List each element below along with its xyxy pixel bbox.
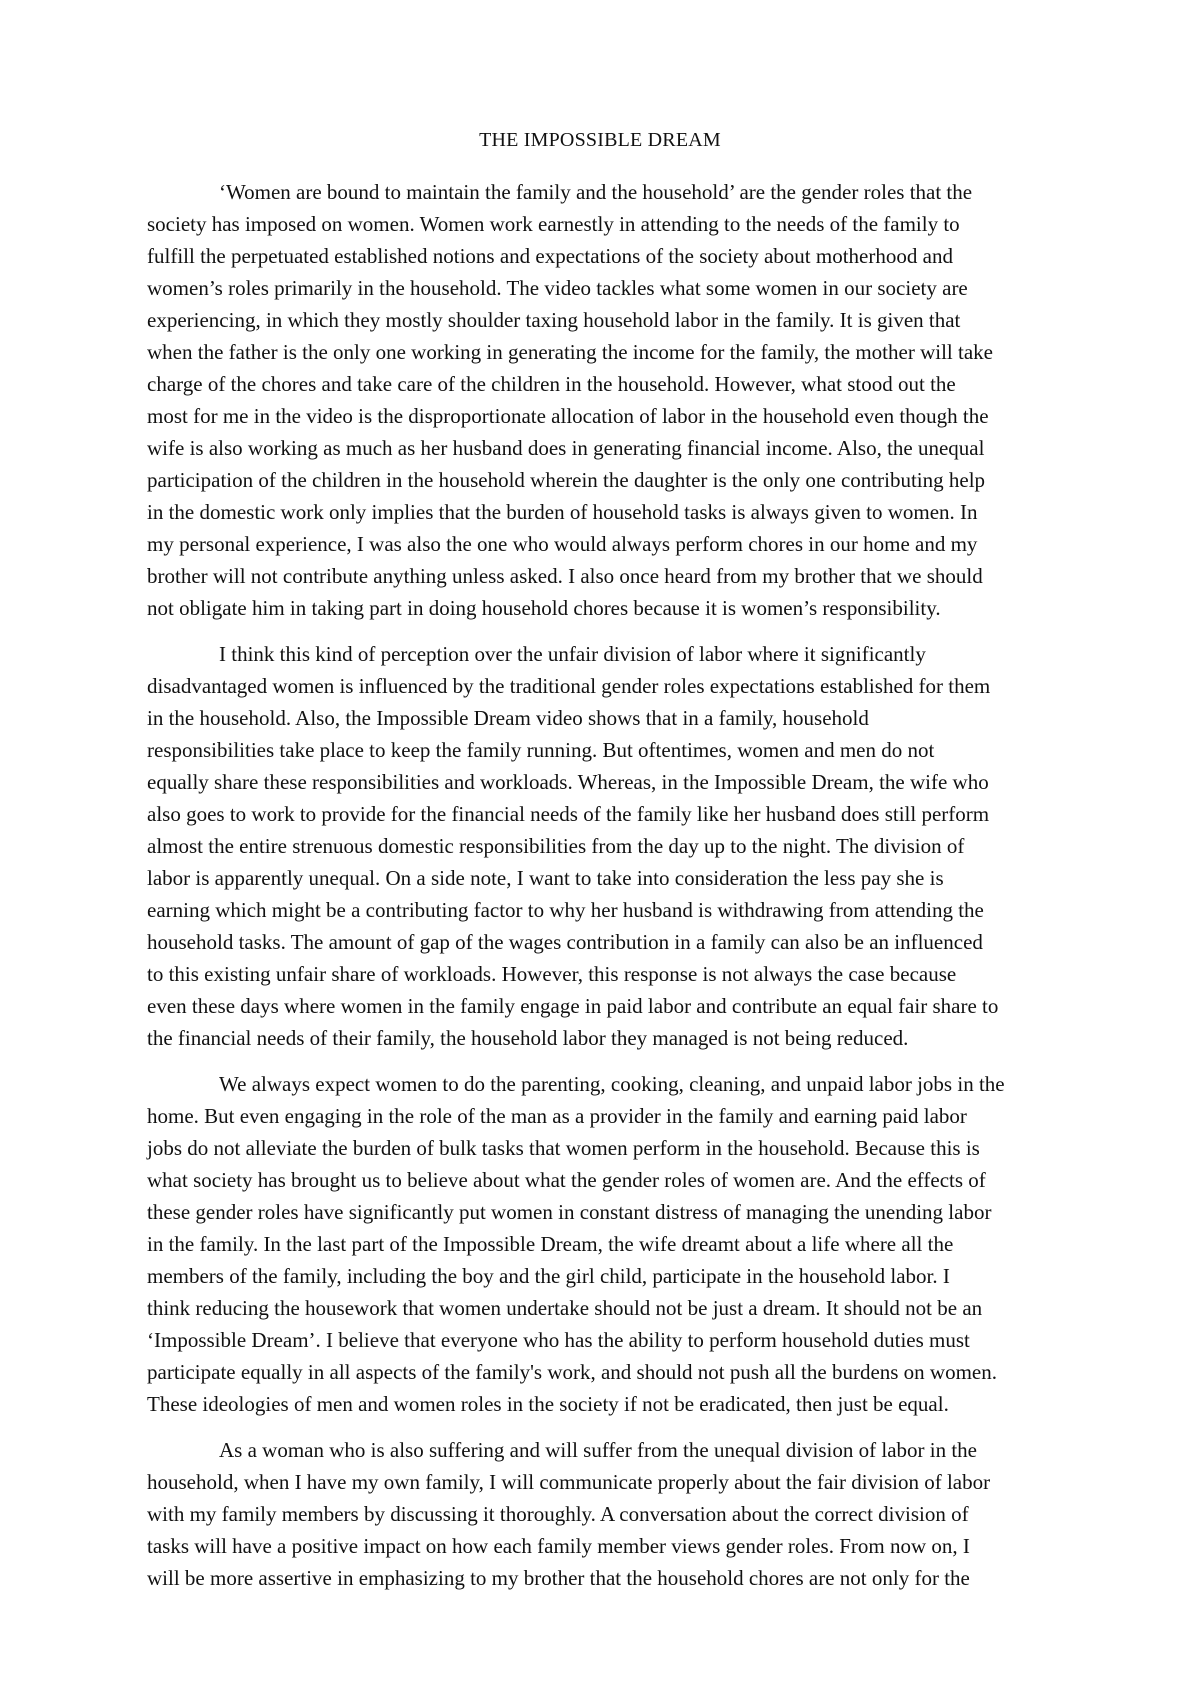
paragraph-line: experiencing, in which they mostly shoulder taxing household labor in the family. It is given that xyxy=(147,308,961,332)
paragraph-line: earning which might be a contributing factor to why her husband is withdrawing from attending the xyxy=(147,898,984,922)
paragraph-line: members of the family, including the boy and the girl child, participate in the household labor. I xyxy=(147,1264,950,1288)
paragraph-line: responsibilities take place to keep the family running. But oftentimes, women and men do not xyxy=(147,738,935,762)
paragraph-line: These ideologies of men and women roles in the society if not be eradicated, then just be equal. xyxy=(147,1392,949,1416)
paragraph-line: jobs do not alleviate the burden of bulk tasks that women perform in the household. Because this is xyxy=(147,1136,980,1160)
paragraph-line: women’s roles primarily in the household. The video tackles what some women in our society are xyxy=(147,276,968,300)
paragraph-line: with my family members by discussing it thoroughly. A conversation about the correct division of xyxy=(147,1502,969,1526)
paragraph-line: to this existing unfair share of workloads. However, this response is not always the case because xyxy=(147,962,957,986)
paragraph-line: household, when I have my own family, I will communicate properly about the fair division of labor xyxy=(147,1470,991,1494)
paragraph-line: charge of the chores and take care of the children in the household. However, what stood out the xyxy=(147,372,956,396)
paragraph-line: also goes to work to provide for the financial needs of the family like her husband does still perform xyxy=(147,802,990,826)
paragraph-3 xyxy=(147,1068,1131,1420)
paragraph-line: equally share these responsibilities and workloads. Whereas, in the Impossible Dream, the wife who xyxy=(147,770,989,794)
paragraph-line: the financial needs of their family, the household labor they managed is not being reduced. xyxy=(147,1026,909,1050)
paragraph-line: fulfill the perpetuated established notions and expectations of the society about motherhood and xyxy=(147,244,953,268)
paragraph-line: brother will not contribute anything unless asked. I also once heard from my brother that we should xyxy=(147,564,983,588)
paragraph-line: most for me in the video is the disproportionate allocation of labor in the household even though the xyxy=(147,404,989,428)
paragraph-line: my personal experience, I was also the one who would always perform chores in our home and my xyxy=(147,532,978,556)
paragraph-line: even these days where women in the family engage in paid labor and contribute an equal fair share to xyxy=(147,994,999,1018)
paragraph-line: almost the entire strenuous domestic responsibilities from the day up to the night. The division of xyxy=(147,834,965,858)
document-body xyxy=(147,176,1131,1608)
paragraph-4 xyxy=(147,1434,1131,1594)
paragraph-line: when the father is the only one working in generating the income for the family, the mother will take xyxy=(147,340,993,364)
paragraph-1 xyxy=(147,176,1131,624)
paragraph-line: I think this kind of perception over the unfair division of labor where it significantly xyxy=(219,642,926,666)
paragraph-line: participation of the children in the household wherein the daughter is the only one contributing help xyxy=(147,468,986,492)
paragraph-line: We always expect women to do the parenting, cooking, cleaning, and unpaid labor jobs in the xyxy=(219,1072,1005,1096)
paragraph-line: wife is also working as much as her husband does in generating financial income. Also, the unequal xyxy=(147,436,985,460)
paragraph-line: in the family. In the last part of the Impossible Dream, the wife dreamt about a life where all the xyxy=(147,1232,954,1256)
paragraph-line: household tasks. The amount of gap of the wages contribution in a family can also be an influenced xyxy=(147,930,983,954)
paragraph-line: think reducing the housework that women undertake should not be just a dream. It should not be an xyxy=(147,1296,983,1320)
paragraph-line: labor is apparently unequal. On a side note, I want to take into consideration the less pay she is xyxy=(147,866,944,890)
paragraph-line: As a woman who is also suffering and will suffer from the unequal division of labor in the xyxy=(219,1438,977,1462)
paragraph-line: society has imposed on women. Women work earnestly in attending to the needs of the family to xyxy=(147,212,960,236)
paragraph-line: tasks will have a positive impact on how each family member views gender roles. From now on, I xyxy=(147,1534,970,1558)
paragraph-line: will be more assertive in emphasizing to my brother that the household chores are not only for the xyxy=(147,1566,970,1590)
document-title: THE IMPOSSIBLE DREAM xyxy=(479,129,721,151)
paragraph-line: not obligate him in taking part in doing household chores because it is women’s responsibility. xyxy=(147,596,941,620)
paragraph-line: disadvantaged women is influenced by the traditional gender roles expectations established for them xyxy=(147,674,991,698)
paragraph-line: what society has brought us to believe about what the gender roles of women are. And the effects of xyxy=(147,1168,986,1192)
paragraph-2 xyxy=(147,638,1131,1054)
paragraph-line: participate equally in all aspects of the family's work, and should not push all the burdens on women. xyxy=(147,1360,998,1384)
paragraph-line: in the domestic work only implies that the burden of household tasks is always given to women. In xyxy=(147,500,978,524)
paragraph-line: these gender roles have significantly put women in constant distress of managing the unending labor xyxy=(147,1200,992,1224)
paragraph-line: ‘Impossible Dream’. I believe that everyone who has the ability to perform household duties must xyxy=(147,1328,970,1352)
paragraph-line: in the household. Also, the Impossible Dream video shows that in a family, household xyxy=(147,706,869,730)
paragraph-line: ‘Women are bound to maintain the family and the household’ are the gender roles that the xyxy=(219,180,973,204)
paragraph-line: home. But even engaging in the role of the man as a provider in the family and earning paid labor xyxy=(147,1104,967,1128)
